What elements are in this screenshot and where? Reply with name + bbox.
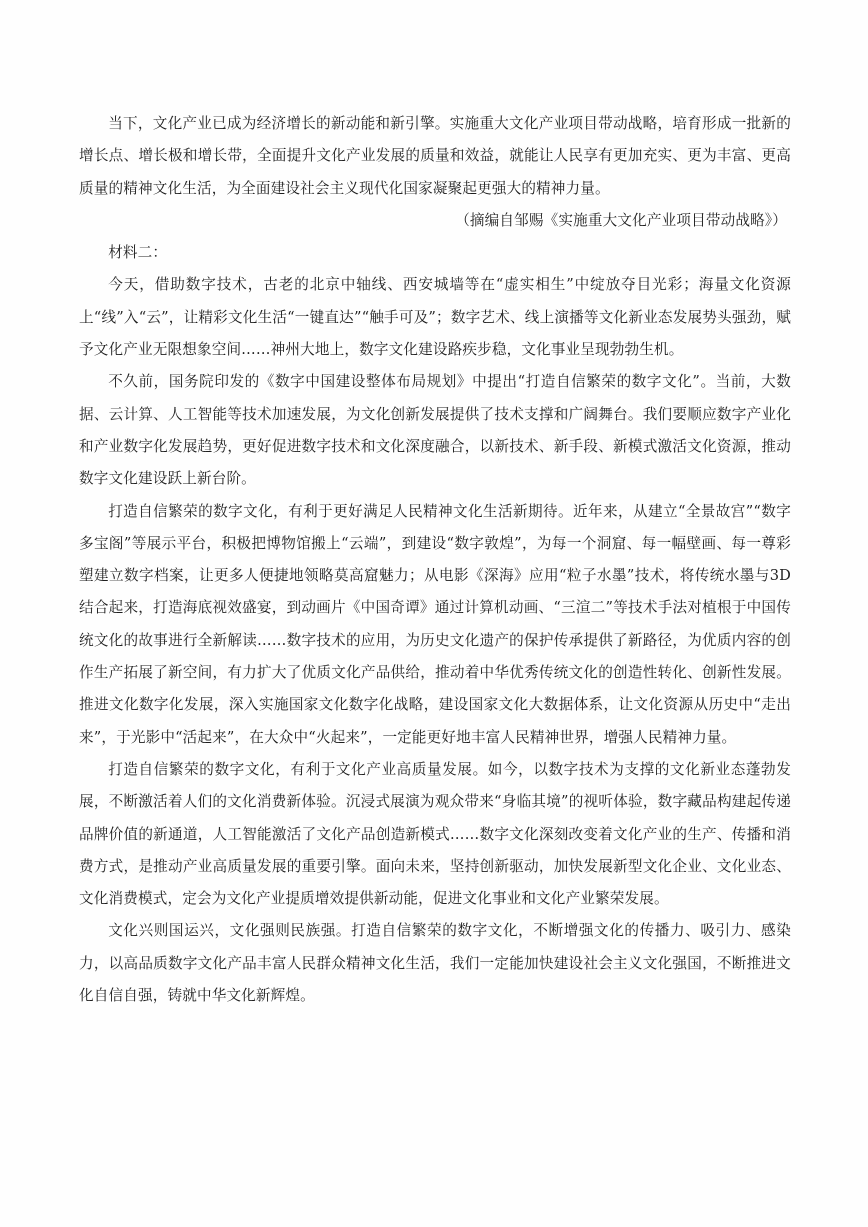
paragraph-state-council-plan: 不久前，国务院印发的《数字中国建设整体布局规划》中提出“打造自信繁荣的数字文化”。当前，大数据、云计算、人工智能等技术加速发展，为文化创新发展提供了技术支撑和广阔舞台。我们要顺应数字产业化和产业数字化发展趋势，更好促进数字技术和文化深度融合，以新技术、新手段、新模式激活文化资源，推动数字文化建设跃上新台阶。 <box>79 373 791 488</box>
paragraph-spiritual-needs: 打造自信繁荣的数字文化，有利于更好满足人民精神文化生活新期待。近年来，从建立“全景故宫”“数字多宝阁”等展示平台，积极把博物馆搬上“云端”，到建设“数字敦煌”，为每一个洞窟、每一幅壁画、每一尊彩塑建立数字档案，让更多人便捷地领略莫高窟魅力；从电影《深海》应用“粒子水墨”技术，将传统水墨与3D结合起来，打造海底视效盛宴，到动画片《中国奇谭》通过计算机动画、“三渲二”等技术手法对植根于中国传统文化的故事进行全新解读……数字技术的应用，为历史文化遗产的保护传承提供了新路径，为优质内容的创作生产拓展了新空间，有力扩大了优质文化产品供给，推动着中华优秀传统文化的创造性转化、创新性发展。推进文化数字化发展，深入实施国家文化数字化战略，建设国家文化大数据体系，让文化资源从历史中“走出来”，于光影中“活起来”，在大众中“火起来”，一定能更好地丰富人民精神世界，增强人民精神力量。 <box>79 502 791 746</box>
article-body <box>79 108 791 1012</box>
paragraph-industry-development: 打造自信繁荣的数字文化，有利于文化产业高质量发展。如今，以数字技术为支撑的文化新业态蓬勃发展，不断激活着人们的文化消费新体验。沉浸式展演为观众带来“身临其境”的视听体验，数字藏品构建起传递品牌价值的新通道，人工智能激活了文化产品创造新模式……数字文化深刻改变着文化产业的生产、传播和消费方式，是推动产业高质量发展的重要引擎。面向未来，坚持创新驱动，加快发展新型文化企业、文化业态、文化消费模式，定会为文化产业提质增效提供新动能，促进文化事业和文化产业繁荣发展。 <box>79 760 791 908</box>
source-citation: （摘编自邹赐《实施重大文化产业项目带动战略》） <box>455 211 787 229</box>
paragraph-conclusion: 文化兴则国运兴，文化强则民族强。打造自信繁荣的数字文化，不断增强文化的传播力、吸引力、感染力，以高品质数字文化产品丰富人民群众精神文化生活，我们一定能加快建设社会主义文化强国，不断推进文化自信自强，铸就中华文化新辉煌。 <box>79 922 791 1005</box>
paragraph-digital-today: 今天，借助数字技术，古老的北京中轴线、西安城墙等在“虚实相生”中绽放夺目光彩；海量文化资源上“线”入“云”，让精彩文化生活“一键直达”“触手可及”；数字艺术、线上演播等文化新业态发展势头强劲，赋予文化产业无限想象空间……神州大地上，数字文化建设路疾步稳，文化事业呈现勃勃生机。 <box>79 276 791 359</box>
material-two-heading: 材料二： <box>108 244 168 262</box>
paragraph-intro: 当下，文化产业已成为经济增长的新动能和新引擎。实施重大文化产业项目带动战略，培育形成一批新的增长点、增长极和增长带，全面提升文化产业发展的质量和效益，就能让人民享有更加充实、更为丰富、更高质量的精神文化生活，为全面建设社会主义现代化国家凝聚起更强大的精神力量。 <box>79 115 791 197</box>
